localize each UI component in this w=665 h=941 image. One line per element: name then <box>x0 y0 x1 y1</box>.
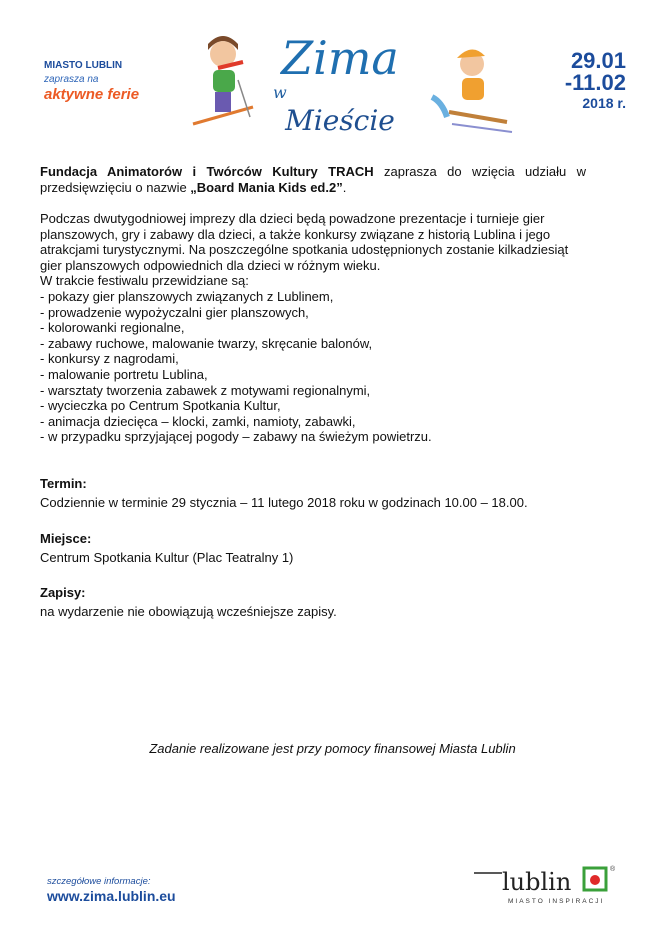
footer-info-label: szczegółowe informacje: <box>47 876 151 887</box>
event-name: „Board Mania Kids ed.2” <box>190 179 343 195</box>
zima-w-miescie-logo <box>265 12 415 137</box>
list-item: - kolorowanki regionalne, <box>40 320 185 336</box>
intro-text: zaprasza do wzięcia udziału w przedsięwzięciu o nazwie <box>40 164 586 195</box>
svg-text:lublin: lublin <box>502 868 572 896</box>
zapisy-value: na wydarzenie nie obowiązują wcześniejsze zapisy. <box>40 603 337 619</box>
list-intro: W trakcie festiwalu przewidziane są: <box>40 273 249 289</box>
lublin-brand-logo-icon <box>472 862 622 907</box>
svg-text:w: w <box>273 83 287 102</box>
date-end: -11.02 <box>564 70 626 95</box>
list-item: - w przypadku sprzyjającej pogody – zabawy na świeżym powietrzu. <box>40 429 432 445</box>
banner-dates <box>565 50 626 112</box>
list-item: - zabawy ruchowe, malowanie twarzy, skręcanie balonów, <box>40 335 373 351</box>
activities-list <box>40 289 586 445</box>
miejsce-section <box>40 531 586 565</box>
list-item: - animacja dziecięca – klocki, zamki, namioty, zabawki, <box>40 413 356 429</box>
svg-text:MIASTO INSPIRACJI: MIASTO INSPIRACJI <box>508 898 605 905</box>
sledder-illustration-icon <box>427 42 517 137</box>
banner-slogan: aktywne ferie <box>44 86 140 103</box>
list-item: - konkursy z nagrodami, <box>40 351 179 367</box>
svg-text:®: ® <box>610 866 616 873</box>
miejsce-value: Centrum Spotkania Kultur (Plac Teatralny 1) <box>40 549 294 565</box>
banner-organizer: MIASTO LUBLIN <box>44 60 123 71</box>
termin-heading: Termin: <box>40 476 87 491</box>
svg-text:Mieście: Mieście <box>285 104 395 137</box>
header-banner <box>30 12 630 137</box>
svg-text:Zima: Zima <box>281 31 399 85</box>
lublin-logo <box>472 862 622 907</box>
description-paragraph <box>40 211 586 445</box>
organization-name: Fundacja Animatorów i Twórców Kultury TRACH <box>40 164 374 179</box>
banner-invites: zaprasza na <box>44 74 99 85</box>
skier-illustration-icon <box>188 32 263 132</box>
termin-value: Codziennie w terminie 29 stycznia – 11 lutego 2018 roku w godzinach 10.00 – 18.00. <box>40 494 528 510</box>
zapisy-heading: Zapisy: <box>40 585 86 600</box>
miejsce-heading: Miejsce: <box>40 531 92 546</box>
list-item: - pokazy gier planszowych związanych z Lublinem, <box>40 288 334 304</box>
funding-note: Zadanie realizowane jest przy pomocy finansowej Miasta Lublin <box>149 741 516 756</box>
list-item: - prowadzenie wypożyczalni gier planszowych, <box>40 304 309 320</box>
list-item: - wycieczka po Centrum Spotkania Kultur, <box>40 398 281 414</box>
list-item: - malowanie portretu Lublina, <box>40 366 208 382</box>
description-text: Podczas dwutygodniowej imprezy dla dzieci będą powadzone prezentacje i turnieje gier planszowych, gry i zabawy dla dzieci, a także konkursy związane z historią Lublina i jego atrakcjami turystycznymi. Na poszczególne spotkania udostępnionych zostanie kilkadziesiąt gier planszowych odpowiednich dla dzieci w różnym wieku. <box>40 211 569 273</box>
intro-end: . <box>342 179 347 195</box>
intro-paragraph <box>40 164 586 195</box>
date-year: 2018 r. <box>582 95 626 111</box>
footer-url-link[interactable]: www.zima.lublin.eu <box>47 888 176 904</box>
termin-section <box>40 476 586 510</box>
date-start: 29.01 <box>570 48 626 73</box>
zapisy-section <box>40 585 586 619</box>
list-item: - warsztaty tworzenia zabawek z motywami regionalnymi, <box>40 382 371 398</box>
